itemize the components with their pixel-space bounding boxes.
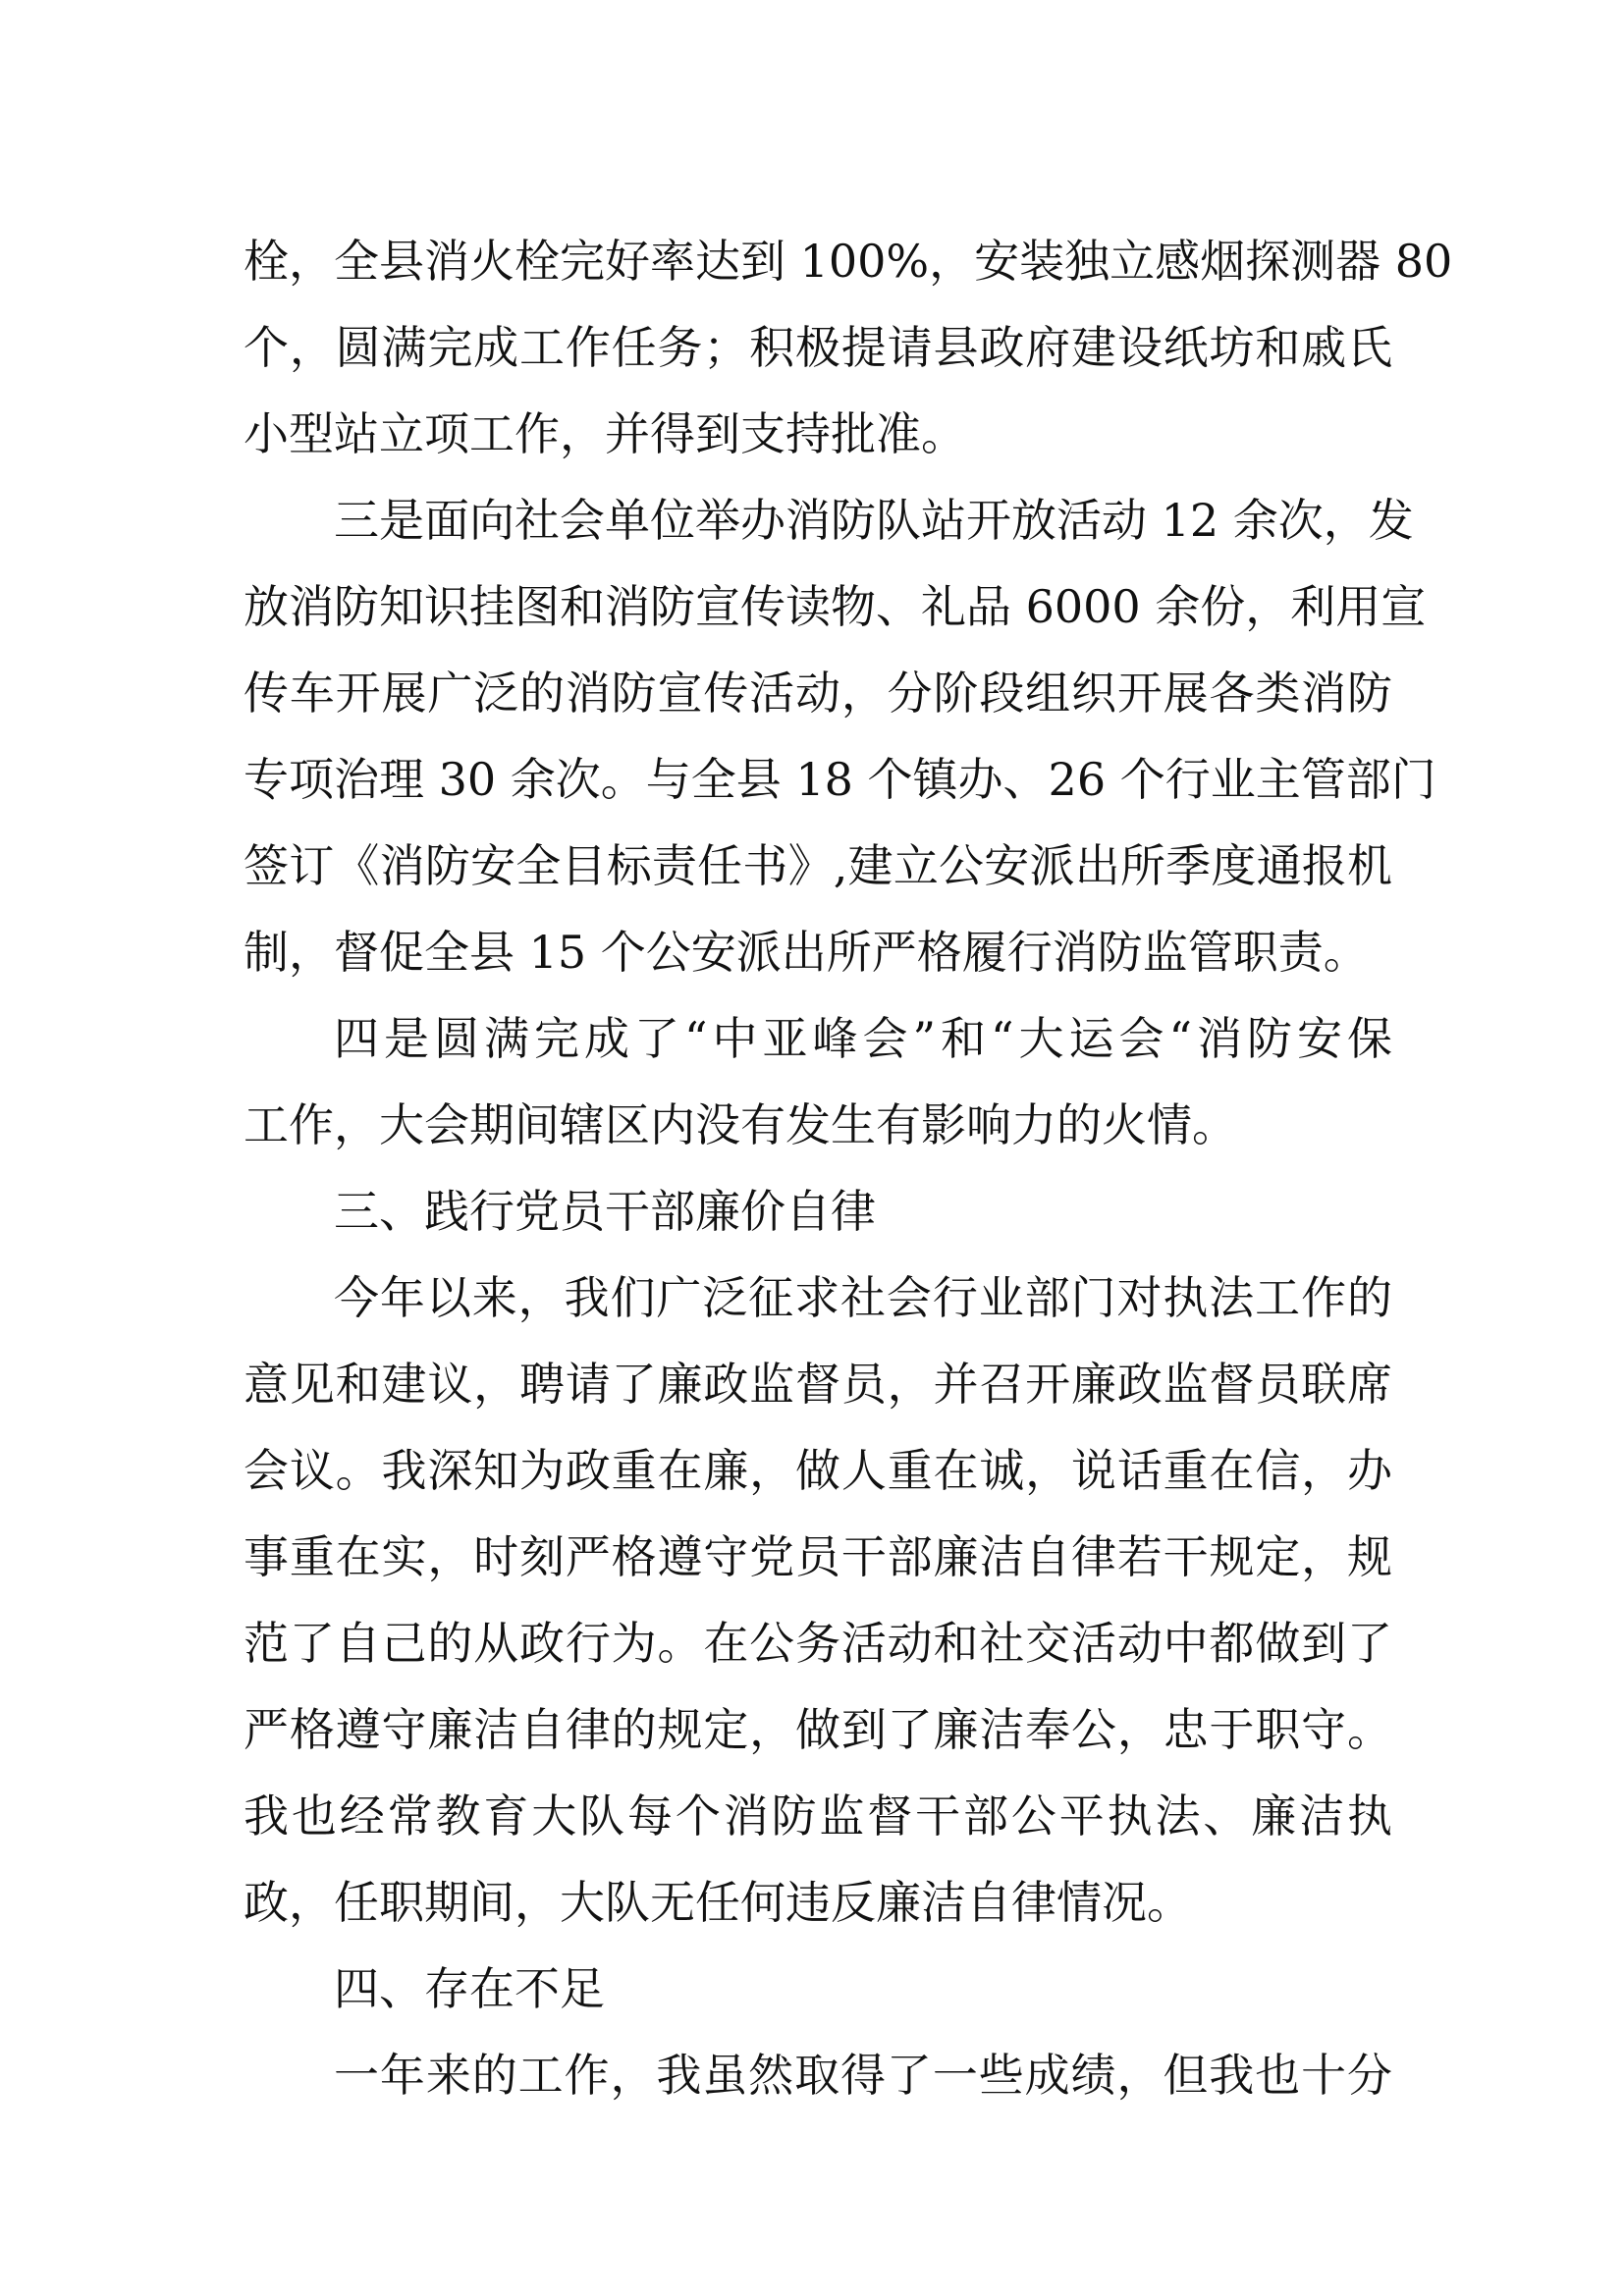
body-text-line: 个，圆满完成工作任务；积极提请县政府建设纸坊和戚氏 [244,321,1392,374]
body-text-line: 四是圆满完成了“中亚峰会”和“大运会“消防安保 [334,1012,1392,1065]
body-text-line: 意见和建议，聘请了廉政监督员，并召开廉政监督员联席 [244,1358,1392,1411]
body-text-line: 严格遵守廉洁自律的规定，做到了廉洁奉公，忠于职守。 [244,1703,1392,1756]
body-text-line: 我也经常教育大队每个消防监督干部公平执法、廉洁执 [244,1789,1392,1842]
body-text-line: 工作，大会期间辖区内没有发生有影响力的火情。 [244,1098,1237,1151]
body-text-line: 签订《消防安全目标责任书》,建立公安派出所季度通报机 [244,839,1392,892]
body-text-line: 事重在实，时刻严格遵守党员干部廉洁自律若干规定，规 [244,1530,1392,1583]
section-heading: 三、践行党员干部廉价自律 [334,1185,876,1238]
body-text-line: 政，任职期间，大队无任何违反廉洁自律情况。 [244,1876,1192,1929]
section-heading: 四、存在不足 [334,1962,605,2015]
body-text-line: 专项治理 30 余次。与全县 18 个镇办、26 个行业主管部门 [244,753,1436,806]
body-text-line: 制，督促全县 15 个公安派出所严格履行消防监管职责。 [244,926,1369,979]
body-text-line: 一年来的工作，我虽然取得了一些成绩，但我也十分 [334,2049,1392,2102]
body-text-line: 小型站立项工作，并得到支持批准。 [244,407,966,460]
body-text-line: 栓，全县消火栓完好率达到 100%，安装独立感烟探测器 80 [244,235,1453,288]
body-text-line: 范了自己的从政行为。在公务活动和社交活动中都做到了 [244,1617,1392,1670]
body-text-line: 三是面向社会单位举办消防队站开放活动 12 余次，发 [334,494,1414,547]
body-text-line: 会议。我深知为政重在廉，做人重在诚，说话重在信，办 [244,1444,1392,1497]
body-text-line: 放消防知识挂图和消防宣传读物、礼品 6000 余份，利用宣 [244,580,1427,633]
body-text-line: 传车开展广泛的消防宣传活动，分阶段组织开展各类消防 [244,667,1392,720]
body-text-line: 今年以来，我们广泛征求社会行业部门对执法工作的 [334,1271,1392,1324]
